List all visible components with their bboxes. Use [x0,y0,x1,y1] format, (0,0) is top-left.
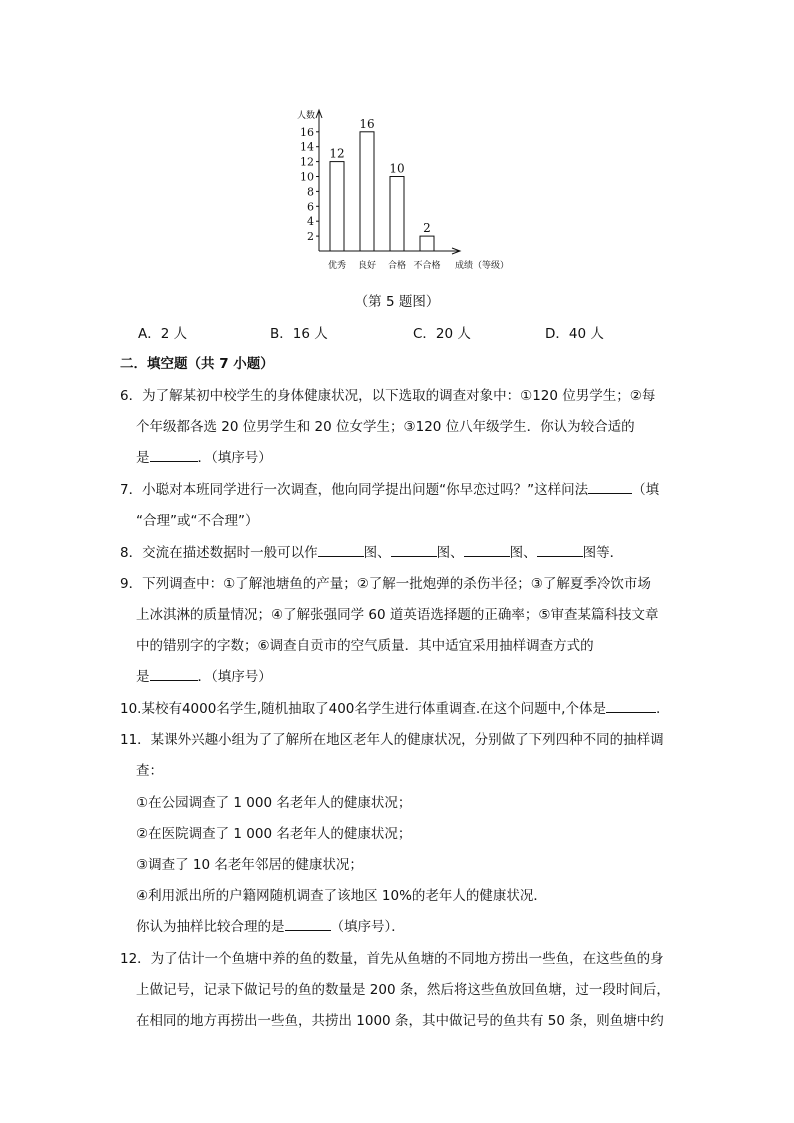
q8-blank-2 [391,544,437,557]
q8-end: 图等． [582,545,624,561]
x-axis-label: 成绩（等级） [454,261,510,271]
y-tick-label: 10 [300,170,314,184]
x-tick-label: 优秀 [327,261,347,271]
x-tick-label: 良好 [357,261,377,271]
q11-ask [136,915,405,935]
q6-line-1: 6．为了解某初中校学生的身体健康状况，以下选取的调查对象中：①120 位男学生；②每 [120,388,656,404]
bar [360,132,374,251]
bar-value-label: 12 [329,146,345,161]
q11-option-1: ①在公园调查了 1 000 名老年人的健康状况； [136,795,412,811]
y-tick-label: 4 [307,215,314,229]
q7-line-1 [120,478,659,498]
q9-text-a: 是 [136,669,150,685]
q8-blank-4 [537,544,583,557]
q11-option-4: ④利用派出所的户籍网随机调查了该地区 10%的老年人的健康状况． [136,888,547,904]
bar-chart [270,100,530,280]
q12-line-2: 上做记号，记录下做记号的鱼的数量是 200 条，然后将这些鱼放回鱼塘，过一段时间后， [136,982,670,998]
q9-line-4 [136,665,272,685]
q10-end: . [655,701,661,717]
q9-blank [150,668,198,681]
q6-line-3 [136,446,272,466]
q10-line [120,697,660,717]
q9-line-2: 上冰淇淋的质量情况；④了解张强同学 60 道英语选择题的正确率；⑤审查某篇科技文章 [136,607,659,623]
y-tick-label: 12 [300,155,314,169]
q10-blank [606,700,656,713]
bar [330,162,344,251]
q12-line-1: 12．为了估计一个鱼塘中养的鱼的数量，首先从鱼塘的不同地方捞出一些鱼，在这些鱼的身 [120,951,664,967]
y-axis-label: 人数 [296,111,316,121]
option-b: B．16 人 [270,326,328,342]
q8-prefix: 8．交流在描述数据时一般可以作 [120,545,318,561]
q7-blank [588,481,632,494]
bar-value-label: 16 [359,116,375,131]
q8-sep-1: 图、 [363,545,391,561]
q11-option-2: ②在医院调查了 1 000 名老年人的健康状况； [136,826,412,842]
q12-line-3: 在相同的地方再捞出一些鱼，共捞出 1000 条，其中做记号的鱼共有 50 条，则鱼塘中约 [136,1013,664,1029]
y-tick-label: 14 [300,140,314,154]
q11-blank [285,918,331,931]
option-a: A．2 人 [138,326,188,342]
q8-sep-2: 图、 [436,545,464,561]
q11-ask-b: （填序号）． [330,919,405,935]
bar [390,177,404,252]
q11-ask-a: 你认为抽样比较合理的是 [136,919,285,935]
q6-text-a: 是 [136,450,150,466]
bar-chart-svg [270,100,530,280]
figure-caption: （第 5 题图） [354,294,440,310]
q7-line-2: “合理”或“不合理”） [136,513,259,529]
x-tick-label: 合格 [387,261,407,271]
section-title: 二．填空题（共 7 小题） [120,356,274,372]
q10-text: 10.某校有4000名学生,随机抽取了400名学生进行体重调查.在这个问题中,个体是 [120,701,606,717]
q7-text-b: （填 [632,482,660,498]
q9-text-b: ．（填序号） [197,669,272,685]
answer-options [0,322,794,342]
q6-blank [150,449,198,462]
q11-option-3: ③调查了 10 名老年邻居的健康状况； [136,857,363,873]
q6-line-2: 个年级都各选 20 位男学生和 20 位女学生；③120 位八年级学生．你认为较合适的 [136,419,635,435]
q8-blank-3 [464,544,510,557]
q9-line-1: 9．下列调查中：①了解池塘鱼的产量；②了解一批炮弹的杀伤半径；③了解夏季冷饮市场 [120,576,651,592]
q7-text-a: 7．小聪对本班同学进行一次调查，他向同学提出问题“你早恋过吗？”这样问法 [120,482,589,498]
q8-sep-3: 图、 [509,545,537,561]
y-tick-label: 16 [300,125,314,139]
x-tick-label: 不合格 [413,261,441,271]
q6-text-b: ．（填序号） [197,450,272,466]
option-d: D．40 人 [545,326,604,342]
y-tick-label: 8 [307,185,314,199]
q11-line-2: 查： [136,763,163,779]
bar-value-label: 2 [423,221,431,236]
bar [420,236,434,251]
q9-line-3: 中的错别字的字数；⑥调查自贡市的空气质量．其中适宜采用抽样调查方式的 [136,638,594,654]
y-tick-label: 6 [307,200,314,214]
y-tick-label: 2 [307,230,314,244]
q11-line-1: 11．某课外兴趣小组为了了解所在地区老年人的健康状况，分别做了下列四种不同的抽样调 [120,732,664,748]
option-c: C．20 人 [413,326,471,342]
q8-blank-1 [318,544,364,557]
bar-value-label: 10 [389,161,405,176]
q8-line [120,541,623,561]
